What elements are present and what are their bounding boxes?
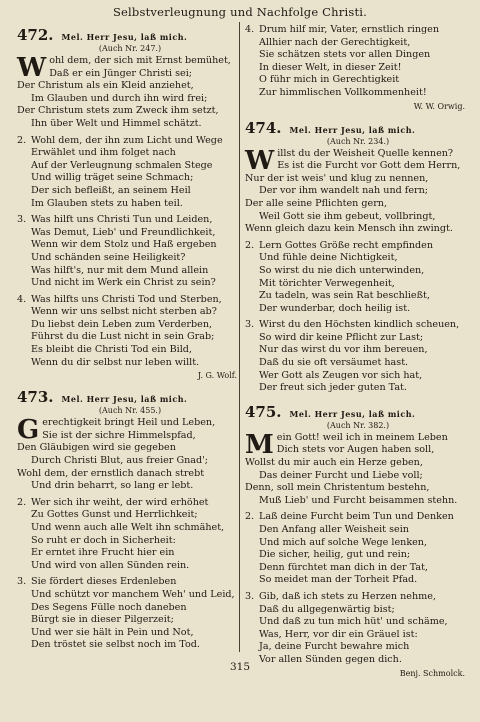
verse-line [17, 627, 243, 640]
verse-line [245, 604, 471, 617]
verse-line [17, 357, 243, 370]
hymn-header [17, 26, 243, 44]
hymn-header [17, 388, 243, 406]
cross-reference: (Auch Nr. 247.) [98, 44, 162, 53]
verse-line [245, 37, 471, 50]
verse-line [17, 277, 243, 290]
verse-line [245, 524, 471, 537]
line-text: Im Glauben stets zu haben teil. [31, 197, 183, 209]
line-text: erechtigkeit bringt Heil und Leben, [42, 417, 216, 429]
verse-line [17, 576, 243, 589]
verse-number: 4. [17, 293, 27, 305]
line-text: Und nicht im Werk ein Christ zu sein? [31, 277, 216, 289]
verse-line [245, 470, 471, 483]
verse-line [17, 105, 243, 118]
verse-line [17, 319, 243, 332]
left-column [17, 24, 243, 660]
verse-line [245, 49, 471, 62]
verse-line [245, 160, 471, 173]
line-text: Gib, daß ich stets zu Herzen nehme, [259, 590, 436, 602]
line-text: illst du der Weisheit Quelle kennen? [277, 147, 454, 159]
line-text: Daß du sie oft versäumet hast. [259, 357, 409, 369]
melody-line: Mel. Herr Jesu, laß mich. [289, 124, 416, 135]
line-text: Was hilfts uns Christi Tod und Sterben, [31, 293, 222, 305]
verse-line [17, 509, 243, 522]
line-text: So meidet man der Torheit Pfad. [259, 574, 418, 586]
verse-line [245, 344, 471, 357]
line-text: Sie ist der sichre Himmelspfad, [42, 429, 196, 441]
verse [245, 591, 471, 667]
verse [17, 576, 243, 652]
verse-line [245, 511, 471, 524]
verse-line [17, 185, 243, 198]
line-text: Nur das wirst du vor ihm bereuen, [259, 344, 428, 356]
verse-number: 3. [245, 319, 255, 331]
line-text: Was hilft's, nur mit dem Mund allein [31, 264, 209, 276]
line-text: Es bleibt die Christi Tod ein Bild, [31, 344, 192, 356]
line-text: Und wer sie hält in Pein und Not, [31, 626, 194, 638]
verse-line [17, 480, 243, 493]
verse [17, 214, 243, 290]
line-text: Der vor ihm wandelt nah und fern; [259, 185, 429, 197]
line-text: Sie fördert dieses Erdenleben [31, 576, 177, 588]
verse [17, 135, 243, 211]
line-text: Wenn gleich dazu kein Mensch ihn zwingt. [245, 223, 453, 235]
verse-line [245, 591, 471, 604]
verse-line [17, 535, 243, 548]
line-text: Zu tadeln, was sein Rat beschließt, [259, 290, 430, 302]
verse-line [17, 442, 243, 455]
line-text: Wer Gott als Zeugen vor sich hat, [259, 369, 423, 381]
verse [245, 319, 471, 395]
verse-line [245, 616, 471, 629]
line-text: Drum hilf mir, Vater, ernstlich ringen [259, 24, 440, 35]
drop-capital: M [245, 429, 274, 460]
hymn-author: J. G. Wolf. [197, 371, 237, 381]
verse-number: 3. [17, 214, 27, 226]
hymn-number: 475. [245, 402, 282, 421]
line-text: Erwählet und ihm folget nach [31, 147, 176, 159]
verse-line [17, 560, 243, 573]
line-text: Und schützt vor manchem Weh' und Leid, [31, 588, 235, 600]
verse-line [17, 147, 243, 160]
verse-line [245, 290, 471, 303]
hymn-author: W. W. Orwig. [413, 101, 465, 111]
line-text: Lern Gottes Größe recht empfinden [259, 239, 434, 251]
line-text: Ihn über Welt und Himmel schätzt. [31, 117, 202, 129]
verse-line [245, 370, 471, 383]
drop-capital: W [245, 145, 275, 176]
line-text: Wenn wir dem Stolz und Haß ergeben [31, 239, 217, 251]
verse-line [17, 214, 243, 227]
verse-line [17, 160, 243, 173]
verse-line [245, 629, 471, 642]
line-text: Und daß zu tun mich hüt' und schäme, [259, 616, 448, 628]
hymn-number: 474. [245, 118, 282, 137]
line-text: Des Segens Fülle noch daneben [31, 601, 187, 613]
verse-line [245, 495, 471, 508]
line-text: Das deiner Furcht und Liebe voll; [259, 469, 423, 481]
line-text: ohl dem, der sich mit Ernst bemühet, [49, 55, 231, 66]
verse-line [17, 227, 243, 240]
verse-line [245, 537, 471, 550]
line-text: Und schänden seine Heiligkeit? [31, 251, 186, 263]
verse-line [245, 357, 471, 370]
line-text: Denn fürchtet man dich in der Tat, [259, 561, 428, 573]
drop-capital: G [17, 415, 40, 446]
verse-line [17, 172, 243, 185]
melody-line: Mel. Herr Jesu, laß mich. [289, 408, 416, 419]
verse-line [17, 602, 243, 615]
hymn-number: 472. [17, 26, 54, 44]
line-text: Im Glauben und durch ihn wird frei; [31, 92, 208, 104]
line-text: Wenn wir uns selbst nicht sterben ab? [31, 306, 217, 318]
verse-line [17, 614, 243, 627]
verse [245, 145, 471, 236]
verse-line [17, 93, 243, 106]
line-text: Allhier nach der Gerechtigkeit, [259, 36, 411, 48]
line-text: Zur himmlischen Vollkommenheit! [259, 86, 427, 98]
verse-line [17, 589, 243, 602]
verse-line [17, 430, 243, 443]
line-text: Und wird von allen Sünden rein. [31, 559, 190, 571]
line-text: Denn, soll mein Christentum bestehn, [245, 482, 430, 494]
hymn-header [245, 403, 471, 421]
verse-line [245, 62, 471, 75]
verse-line [245, 444, 471, 457]
drop-capital: W [17, 53, 47, 83]
line-text: Daß du allgegenwärtig bist; [259, 603, 395, 615]
line-text: Laß deine Furcht beim Tun und Denken [259, 511, 454, 523]
verse-line [245, 87, 471, 100]
verse-line [245, 574, 471, 587]
melody-line: Mel. Herr Jesu, laß mich. [61, 32, 188, 42]
verse-line [245, 319, 471, 332]
verse-line [245, 198, 471, 211]
line-text: Was hilft uns Christi Tun und Leiden, [31, 214, 213, 226]
line-text: Zu Gottes Gunst und Herrlichkeit; [31, 509, 198, 521]
verse [245, 240, 471, 316]
line-text: Wollst du mir auch ein Herze geben, [245, 457, 423, 469]
line-text: Und fühle deine Nichtigkeit, [259, 252, 398, 264]
verse [17, 55, 243, 131]
verse-line [17, 252, 243, 265]
line-text: Was Demut, Lieb' und Freundlichkeit, [31, 226, 216, 238]
verse-line [245, 278, 471, 291]
verse-line [17, 265, 243, 278]
verse-number: 4. [245, 24, 255, 35]
verse [245, 511, 471, 587]
line-text: Dich stets vor Augen haben soll, [276, 444, 435, 456]
line-text: Ja, deine Furcht bewahre mich [259, 641, 410, 653]
line-text: Bürgt sie in dieser Pilgerzeit; [31, 614, 174, 626]
line-text: Muß Lieb' und Furcht beisammen stehn. [259, 494, 458, 506]
verse-line [17, 497, 243, 510]
verse-line [17, 547, 243, 560]
verse-line [245, 457, 471, 470]
line-text: Und wenn auch alle Welt ihn schmähet, [31, 522, 225, 533]
line-text: Vor allen Sünden gegen dich. [259, 653, 402, 665]
line-text: Er erntet ihre Frucht hier ein [31, 547, 175, 559]
line-text: Daß er ein Jünger Christi sei; [49, 67, 192, 79]
verse-line [17, 118, 243, 131]
verse-number: 3. [17, 576, 27, 588]
line-text: Und drin beharrt, so lang er lebt. [31, 480, 194, 492]
hymn-author: Benj. Schmolck. [399, 668, 465, 678]
line-text: Der sich befleißt, an seinem Heil [31, 184, 191, 196]
verse [245, 429, 471, 508]
hymn-header [245, 119, 471, 137]
page-number: 315 [229, 661, 251, 673]
line-text: Durch Christi Blut, aus freier Gnad'; [31, 455, 209, 467]
verse-number: 2. [245, 511, 255, 523]
verse-line [245, 549, 471, 562]
verse [245, 24, 471, 100]
line-text: Wohl dem, der ihn zum Licht und Wege [31, 134, 223, 146]
verse-line [17, 344, 243, 357]
verse [17, 417, 243, 493]
line-text: Wenn du dir selbst nur leben willt. [31, 356, 200, 368]
verse-line [245, 332, 471, 345]
line-text: Der Christum stets zum Zweck ihm setzt, [17, 105, 219, 117]
verse-line [17, 522, 243, 535]
hymn [17, 26, 243, 380]
verse-line [245, 211, 471, 224]
line-text: Wer sich ihr weiht, der wird erhöhet [31, 496, 209, 508]
verse-line [17, 239, 243, 252]
verse-line [245, 482, 471, 495]
line-text: So wirst du nie dich unterwinden, [259, 264, 425, 276]
verse-line [245, 74, 471, 87]
verse [17, 497, 243, 573]
verse-number: 2. [17, 496, 27, 508]
line-text: Und willig träget seine Schmach; [31, 172, 194, 184]
verse-line [245, 562, 471, 575]
line-text: Du liebst dein Leben zum Verderben, [31, 318, 213, 330]
line-text: Der wunderbar, doch heilig ist. [259, 302, 411, 314]
line-text: Den tröstet sie selbst noch im Tod. [31, 639, 200, 651]
line-text: Was, Herr, vor dir ein Gräuel ist: [259, 628, 418, 640]
verse-line [17, 198, 243, 211]
right-column [245, 24, 471, 686]
line-text: Der alle seine Pflichten gern, [245, 197, 388, 209]
line-text: O führ mich in Gerechtigkeit [259, 74, 400, 86]
verse-line [17, 306, 243, 319]
verse [17, 294, 243, 370]
verse-line [245, 173, 471, 186]
running-head: Selbstverleugnung und Nachfolge Christi. [112, 5, 368, 19]
line-text: Weil Gott sie ihm gebeut, vollbringt, [259, 210, 436, 222]
verse-line [245, 223, 471, 236]
verse-line [17, 68, 243, 81]
hymn-number: 473. [17, 388, 54, 407]
verse-number: 3. [245, 590, 255, 602]
line-text: Der freut sich jeder guten Tat. [259, 382, 407, 394]
line-text: Mit törichter Verwegenheit, [259, 277, 395, 289]
melody-line: Mel. Herr Jesu, laß mich. [61, 394, 188, 405]
line-text: Die sicher, heilig, gut und rein; [259, 549, 411, 561]
line-text: Den Gläubigen wird sie gegeben [17, 442, 176, 454]
line-text: Wohl dem, der ernstlich danach strebt [17, 467, 205, 479]
line-text: Auf der Verleugnung schmalen Stege [31, 159, 213, 171]
verse-line [17, 468, 243, 481]
hymn [245, 24, 471, 111]
hymn [17, 388, 243, 652]
verse-line [17, 331, 243, 344]
verse-line [17, 135, 243, 148]
verse-line [245, 382, 471, 395]
verse-line [245, 252, 471, 265]
line-text: Und mich auf solche Wege lenken, [259, 536, 428, 548]
verse-number: 2. [17, 134, 27, 146]
cross-reference: (Auch Nr. 455.) [98, 406, 162, 416]
verse-line [17, 294, 243, 307]
line-text: Sie schätzen stets vor allen Dingen [259, 49, 431, 61]
verse-line [17, 455, 243, 468]
hymn [245, 119, 471, 395]
line-text: So ruht er doch in Sicherheit: [31, 534, 176, 546]
line-text: Den Anfang aller Weisheit sein [259, 524, 409, 535]
line-text: Nur der ist weis' und klug zu nennen, [245, 172, 429, 184]
line-text: Es ist die Furcht vor Gott dem Herrn, [277, 160, 461, 172]
verse-line [17, 80, 243, 93]
verse-line [245, 641, 471, 654]
hymn [245, 403, 471, 678]
verse-number: 2. [245, 239, 255, 251]
verse-line [245, 24, 471, 37]
line-text: Der Christum als ein Kleid anziehet, [17, 80, 194, 92]
verse-line [245, 303, 471, 316]
line-text: ein Gott! weil ich in meinem Leben [276, 431, 448, 443]
cross-reference: (Auch Nr. 382.) [326, 420, 390, 430]
cross-reference: (Auch Nr. 234.) [326, 136, 390, 146]
line-text: Führst du die Lust nicht in sein Grab; [31, 331, 215, 343]
verse-line [245, 185, 471, 198]
verse-line [17, 639, 243, 652]
line-text: So wird dir keine Pflicht zur Last; [259, 331, 424, 343]
verse-line [245, 265, 471, 278]
line-text: Wirst du den Höchsten kindlich scheuen, [259, 319, 460, 331]
verse-line [245, 240, 471, 253]
line-text: In dieser Welt, in dieser Zeit! [259, 61, 402, 73]
